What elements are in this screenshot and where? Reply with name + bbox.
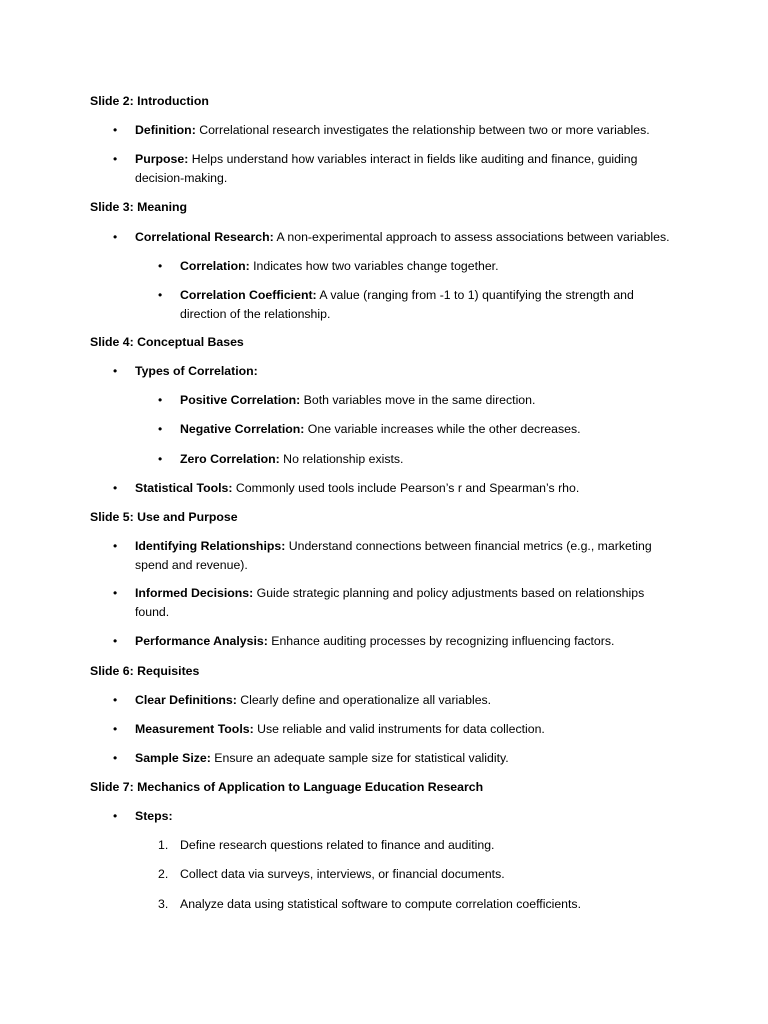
list-item-statistical-tools xyxy=(113,479,695,498)
heading-slide-4: Slide 4: Conceptual Bases xyxy=(90,335,244,349)
bullet-icon: • xyxy=(158,259,163,273)
list-item-performance-analysis xyxy=(113,632,695,651)
item-text: Both variables move in the same direction. xyxy=(300,393,536,407)
bullet-icon: • xyxy=(158,393,163,407)
sublist-item-correlation xyxy=(158,257,670,276)
item-label: Purpose: xyxy=(135,152,189,166)
item-label: Types of Correlation: xyxy=(135,364,258,378)
list-item-types-of-correlation xyxy=(113,362,695,381)
bullet-icon: • xyxy=(113,809,118,823)
item-label: Steps: xyxy=(135,809,173,823)
item-text: Correlational research investigates the relationship between two or more variables. xyxy=(195,123,650,137)
heading-slide-6: Slide 6: Requisites xyxy=(90,664,200,678)
list-item-purpose xyxy=(113,150,665,188)
numbered-item-step-1 xyxy=(158,836,670,855)
item-text: Understand connections between financial metrics (e.g., marketing spend and revenue). xyxy=(135,539,652,572)
item-text: Ensure an adequate sample size for statistical validity. xyxy=(210,751,509,765)
sublist-item-positive-correlation xyxy=(158,391,670,410)
bullet-icon: • xyxy=(158,422,163,436)
bullet-icon: • xyxy=(113,751,118,765)
sublist-item-negative-correlation xyxy=(158,420,670,439)
step-number: 3. xyxy=(158,897,169,911)
heading-slide-3: Slide 3: Meaning xyxy=(90,200,188,214)
bullet-icon: • xyxy=(113,481,118,495)
list-item-identifying-relationships xyxy=(113,537,675,575)
bullet-icon: • xyxy=(113,693,118,707)
item-text: Guide strategic planning and policy adjustments based on relationships found. xyxy=(135,586,645,619)
item-text: A value (ranging from -1 to 1) quantifying the strength and direction of the relationship. xyxy=(180,288,634,321)
list-item-measurement-tools xyxy=(113,720,695,739)
step-text: Collect data via surveys, interviews, or financial documents. xyxy=(180,867,505,881)
item-label: Negative Correlation: xyxy=(180,422,305,436)
bullet-icon: • xyxy=(158,288,163,302)
step-number: 2. xyxy=(158,867,169,881)
bullet-icon: • xyxy=(113,364,118,378)
list-item-definition xyxy=(113,121,695,140)
sublist-item-correlation-coefficient xyxy=(158,286,655,324)
bullet-icon: • xyxy=(113,123,118,137)
item-label: Correlation Coefficient: xyxy=(180,288,317,302)
bullet-icon: • xyxy=(113,152,118,166)
item-text: Enhance auditing processes by recognizing influencing factors. xyxy=(267,634,615,648)
item-text: Use reliable and valid instruments for data collection. xyxy=(253,722,545,736)
item-text: No relationship exists. xyxy=(279,452,404,466)
heading-slide-5: Slide 5: Use and Purpose xyxy=(90,510,238,524)
item-label: Zero Correlation: xyxy=(180,452,280,466)
bullet-icon: • xyxy=(113,722,118,736)
list-item-informed-decisions xyxy=(113,584,665,622)
list-item-correlational-research xyxy=(113,228,715,247)
step-text: Define research questions related to finance and auditing. xyxy=(180,838,495,852)
heading-slide-2: Slide 2: Introduction xyxy=(90,94,209,108)
numbered-item-step-2 xyxy=(158,865,670,884)
item-label: Definition: xyxy=(135,123,196,137)
bullet-icon: • xyxy=(113,634,118,648)
list-item-steps xyxy=(113,807,695,826)
item-label: Positive Correlation: xyxy=(180,393,301,407)
bullet-icon: • xyxy=(113,539,118,553)
numbered-item-step-3 xyxy=(158,895,670,914)
item-label: Correlational Research: xyxy=(135,230,274,244)
sublist-item-zero-correlation xyxy=(158,450,670,469)
item-text: Helps understand how variables interact in fields like auditing and finance, guiding decision-making. xyxy=(135,152,638,185)
item-text: Clearly define and operationalize all variables. xyxy=(236,693,492,707)
item-label: Sample Size: xyxy=(135,751,211,765)
item-text: A non-experimental approach to assess associations between variables. xyxy=(273,230,670,244)
item-label: Clear Definitions: xyxy=(135,693,237,707)
step-text: Analyze data using statistical software to compute correlation coefficients. xyxy=(180,897,581,911)
item-label: Measurement Tools: xyxy=(135,722,254,736)
item-label: Informed Decisions: xyxy=(135,586,254,600)
bullet-icon: • xyxy=(158,452,163,466)
item-label: Performance Analysis: xyxy=(135,634,268,648)
item-label: Statistical Tools: xyxy=(135,481,233,495)
bullet-icon: • xyxy=(113,586,118,600)
item-label: Correlation: xyxy=(180,259,250,273)
list-item-sample-size xyxy=(113,749,695,768)
step-number: 1. xyxy=(158,838,169,852)
item-text: One variable increases while the other decreases. xyxy=(304,422,581,436)
item-text: Indicates how two variables change together. xyxy=(249,259,499,273)
bullet-icon: • xyxy=(113,230,118,244)
item-label: Identifying Relationships: xyxy=(135,539,286,553)
item-text: Commonly used tools include Pearson’s r and Spearman’s rho. xyxy=(232,481,580,495)
list-item-clear-definitions xyxy=(113,691,695,710)
heading-slide-7: Slide 7: Mechanics of Application to Language Education Research xyxy=(90,780,484,794)
